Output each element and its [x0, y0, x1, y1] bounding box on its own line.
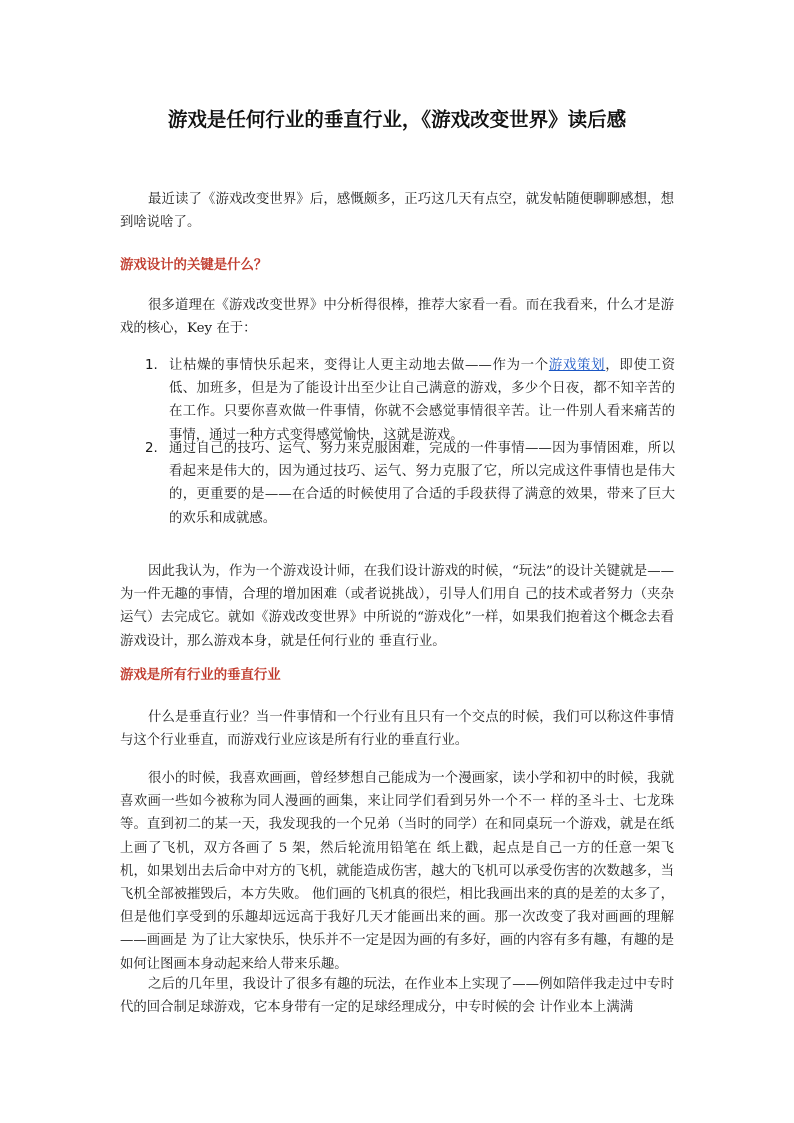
list-text-after-link: ，即使工资低、加班多，但是为了能设计出至少让自己满意的游戏，多少个日夜，都不知辛苦的在工作。只要你喜欢做一件事情，你就不会感觉事情很辛苦。让一件别人看来痛苦的事情，通过一种方式变得感觉愉快，这就是游戏。: [169, 358, 676, 443]
section2-paragraph-2: 很小的时候，我喜欢画画，曾经梦想自己能成为一个漫画家，读小学和初中的时候，我就喜欢画一些如今被称为同人漫画的画集，来让同学们看到另外一个不一 样的圣斗士、七龙珠等。直到初二的某一天，我发现我的一个兄弟（当时的同学）在和同桌玩一个游戏，就是在纸上画了飞机，双方各画了 5 架，然后轮流用铅笔在 纸上戳，起点是自己一方的任意一架飞机，如果划出去后命中对方的飞机，就能造成伤害，越大的飞机可以承受伤害的次数越多，当飞机全部被摧毁后，本方失败。 他们画的飞机真的很烂，相比我画出来的真的是差的太多了，但是他们享受到的乐趣却远远高于我好几天才能画出来的画。那一次改变了我对画画的理解——画画是 为了让大家快乐，快乐并不一定是因为画的有多好，画的内容有多有趣，有趣的是如何让图画本身动起来给人带来乐趣。: [120, 771, 674, 972]
list-number: 2.: [145, 441, 158, 456]
section-heading-game-design-key: 游戏设计的关键是什么？: [120, 258, 268, 273]
section1-paragraph-2: 因此我认为，作为一个游戏设计师，在我们设计游戏的时候，“玩法”的设计关键就是——为一件无趣的事情，合理的增加困难（或者说挑战），引导人们用自 己的技术或者努力（夹杂运气）去完成它。就如《游戏改变世界》中所说的“游戏化”一样，如果我们抱着这个概念去看游戏设计，那么游戏本身，就是任何行业的 垂直行业。: [120, 564, 674, 649]
game-planner-link[interactable]: 游戏策划: [548, 358, 606, 373]
list-item-text: [169, 354, 675, 447]
list-number: 1.: [145, 358, 158, 373]
section1-paragraph-1: 很多道理在《游戏改变世界》中分析得很棒，推荐大家看一看。而在我看来，什么才是游戏的核心，Key 在于：: [120, 298, 674, 337]
section2-paragraph-3: 之后的几年里，我设计了很多有趣的玩法，在作业本上实现了——例如陪伴我走过中专时代的回合制足球游戏，它本身带有一定的足球经理成分，中专时候的会 计作业本上满满: [120, 977, 674, 1016]
section-heading-vertical-industry: 游戏是所有行业的垂直行业: [120, 668, 281, 683]
list-text-before-link: 让枯燥的事情快乐起来，变得让人更主动地去做——作为一个: [169, 358, 549, 373]
section2-paragraph-1: 什么是垂直行业？当一件事情和一个行业有且只有一个交点的时候，我们可以称这件事情与这个行业垂直，而游戏行业应该是所有行业的垂直行业。: [120, 710, 674, 749]
intro-paragraph: 最近读了《游戏改变世界》后，感慨颇多，正巧这几天有点空，就发帖随便聊聊感想，想到啥说啥了。: [120, 192, 674, 231]
document-title: 游戏是任何行业的垂直行业，《游戏改变世界》读后感: [167, 108, 627, 131]
list-item-text: 通过自己的技巧、运气、努力来克服困难，完成的一件事情——因为事情困难，所以看起来是伟大的，因为通过技巧、运气、努力克服了它，所以完成这件事情也是伟大的，更重要的是——在合适的时候使用了合适的手段获得了满意的效果，带来了巨大的欢乐和成就感。: [169, 441, 675, 526]
